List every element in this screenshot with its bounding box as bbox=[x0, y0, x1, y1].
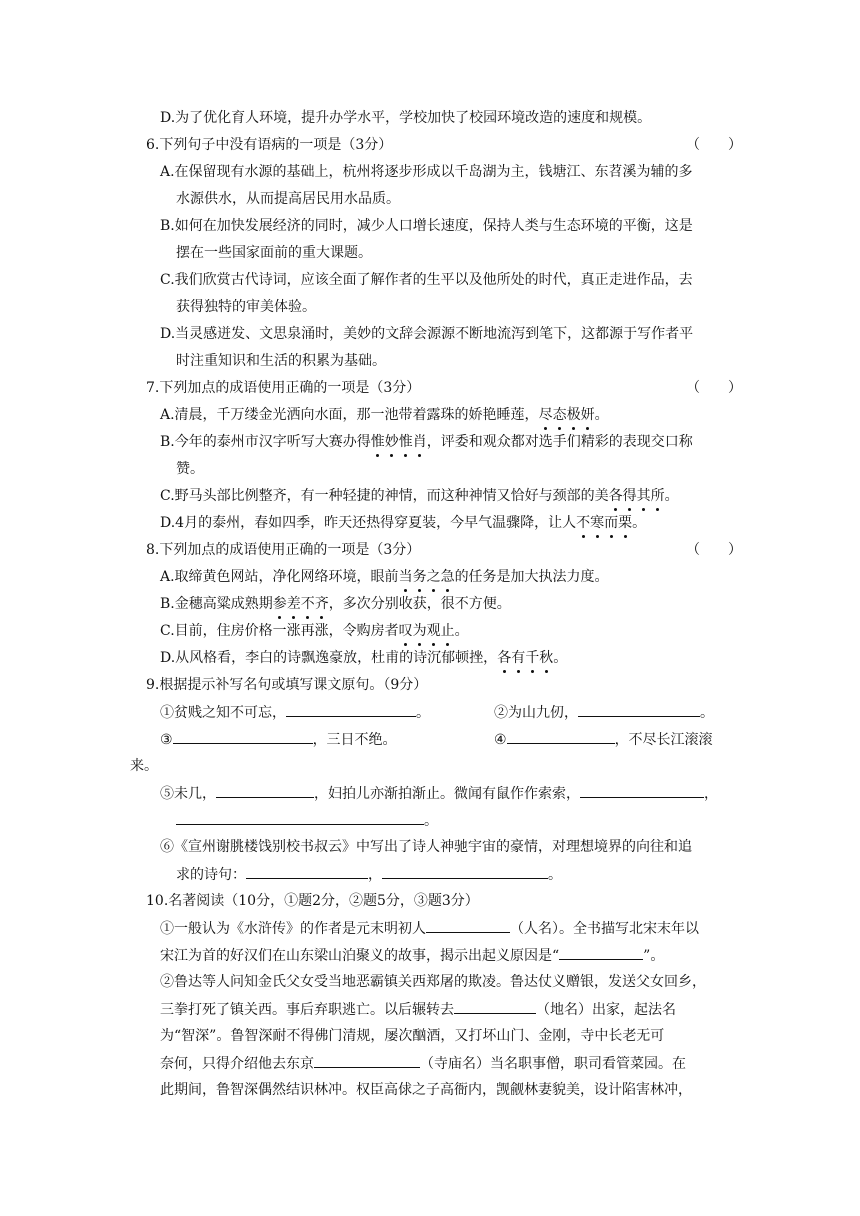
q6-stem: 6.下列句子中没有语病的一项是（3分） bbox=[146, 137, 393, 153]
q6-answer-paren: （ ） bbox=[686, 137, 742, 153]
q8-option-c bbox=[160, 621, 469, 641]
q10-1-text3: 宋江为首的好汉们在山东梁山泊聚义的故事，揭示出起义原因是“ bbox=[160, 948, 560, 964]
q9-4-num: ④ bbox=[494, 732, 507, 748]
q10-2-text2: （地名）出家，起法名 bbox=[536, 1002, 676, 1018]
q9-4-text: ，不尽长江滚滚 bbox=[614, 732, 713, 748]
emphasis-dot-char: 肖 bbox=[412, 434, 427, 450]
q10-1-text: ①一般认为《水浒传》的作者是元末明初人 bbox=[160, 921, 426, 937]
emphasis-dot-char: 妍 bbox=[580, 407, 595, 423]
q9-item-5 bbox=[160, 783, 718, 804]
q5-option-d: D.为了优化育人环境，提升办学水平，学校加快了校园环境改造的速度和规模。 bbox=[160, 110, 652, 126]
q8-option-d bbox=[160, 648, 567, 668]
emphasis-dot-char: 有 bbox=[511, 650, 526, 666]
q9-3-blank[interactable] bbox=[173, 729, 313, 744]
q7-a-idiom bbox=[539, 407, 595, 423]
emphasis-dot-char: 叹 bbox=[398, 623, 413, 639]
q6-option-a-line1: A.在保留现有水源的基础上，杭州将逐步形成以千岛湖为主，钱塘江、东苕溪为辅的多 bbox=[160, 164, 693, 180]
q7-c-end: 。 bbox=[664, 488, 679, 504]
emphasis-dot-char: 栗 bbox=[618, 515, 633, 531]
q9-6-comma: ， bbox=[368, 867, 382, 883]
q7-option-a bbox=[160, 405, 609, 425]
q9-item-5-line2 bbox=[176, 810, 438, 831]
q6-option-d-line2: 时注重知识和生活的积累为基础。 bbox=[176, 353, 386, 369]
q9-item-6-line1: ⑥《宣州谢朓楼饯别校书叔云》中写出了诗人神驰宇宙的豪情，对理想境界的向往和追 bbox=[160, 839, 692, 855]
q7-a-end: 。 bbox=[594, 407, 609, 423]
q8-c-end: 。 bbox=[454, 623, 469, 639]
q6-option-b-line1: B.如何在加快发展经济的同时，减少人口增长速度，保持人类与生态环境的平衡，这是 bbox=[160, 218, 693, 234]
emphasis-dot-char: 态 bbox=[552, 407, 567, 423]
q10-part2-line5: 此期间，鲁智深偶然结识林冲。权臣高俅之子高衙内，觊觎林妻貌美，设计陷害林冲， bbox=[160, 1082, 692, 1098]
q9-5-blank2[interactable] bbox=[580, 783, 704, 798]
q9-item-3 bbox=[160, 729, 397, 750]
q9-2-end: 。 bbox=[700, 705, 714, 721]
q10-stem: 10.名著阅读（10分，①题2分，②题5分，③题3分） bbox=[146, 893, 479, 909]
q10-part2-line4 bbox=[160, 1053, 686, 1074]
q10-part2-line1: ②鲁达等人问知金氏父女受当地恶霸镇关西郑屠的欺凌。鲁达仗义赠银，发送父女回乡， bbox=[160, 974, 706, 990]
q8-c-text: C.目前，住房价格一涨再涨，令购房者 bbox=[160, 623, 399, 639]
q6-option-a-line2: 水源供水，从而提高居民用水品质。 bbox=[176, 191, 400, 207]
emphasis-dot-char: 差 bbox=[286, 596, 301, 612]
q9-1-end: 。 bbox=[416, 705, 430, 721]
q6-option-c-line1: C.我们欣赏古代诗词，应该全面了解作者的生平以及他所处的时代，真正走进作品，去 bbox=[160, 272, 693, 288]
q9-3-text: ，三日不绝。 bbox=[312, 732, 397, 748]
q10-part2-line2 bbox=[160, 999, 676, 1020]
emphasis-dot-char: 得 bbox=[622, 488, 637, 504]
q10-2-text3: 奈何，只得介绍他去东京 bbox=[160, 1056, 314, 1072]
emphasis-dot-char: 而 bbox=[604, 515, 619, 531]
q9-item-4-cont: 来。 bbox=[130, 758, 158, 774]
q7-d-text: D.4月的泰州，春如四季，昨天还热得穿夏装，今早气温骤降，让人 bbox=[160, 515, 577, 531]
emphasis-dot-char: 秋 bbox=[539, 650, 554, 666]
q6-option-d-line1: D.当灵感迸发、文思泉涌时，美妙的文辞会源源不断地流泻到笔下，这都源于写作者平 bbox=[160, 326, 694, 342]
q7-option-b-line2: 赞。 bbox=[176, 461, 204, 477]
q9-2-text: ②为山九仞， bbox=[494, 705, 578, 721]
q9-5-blank3[interactable] bbox=[176, 810, 424, 825]
q10-2-text4: （寺庙名）当名职事僧，职司看管菜园。在 bbox=[420, 1056, 686, 1072]
q9-stem: 9.根据提示补写名句或填写课文原句。（9分） bbox=[146, 677, 428, 693]
emphasis-dot-char: 惟 bbox=[398, 434, 413, 450]
q7-c-idiom bbox=[609, 488, 665, 504]
emphasis-dot-char: 所 bbox=[650, 488, 665, 504]
q6-option-c-line2: 获得独特的审美体验。 bbox=[176, 299, 316, 315]
q9-item-4 bbox=[494, 729, 713, 750]
q10-2-blank-place[interactable] bbox=[454, 999, 536, 1014]
q7-d-end: 。 bbox=[632, 515, 647, 531]
q7-b-idiom bbox=[371, 434, 427, 450]
q8-d-end: 。 bbox=[553, 650, 568, 666]
q8-a-end: 的任务是加大执法力度。 bbox=[454, 569, 609, 585]
emphasis-dot-char: 极 bbox=[566, 407, 581, 423]
q8-c-idiom bbox=[399, 623, 455, 639]
q8-stem: 8.下列加点的成语使用正确的一项是（3分） bbox=[146, 542, 421, 558]
q9-2-blank[interactable] bbox=[578, 702, 700, 717]
emphasis-dot-char: 寒 bbox=[590, 515, 605, 531]
q7-b-text2: ，评委和观众都对选手们精彩的表现交口称 bbox=[426, 434, 693, 450]
emphasis-dot-char: 务 bbox=[412, 569, 427, 585]
q9-5-mid: ，妇拍儿亦渐拍渐止。微闻有鼠作作索索， bbox=[314, 786, 580, 802]
q10-part1-line1 bbox=[160, 918, 699, 939]
q9-5-text: ⑤未几， bbox=[160, 786, 216, 802]
q9-6-blank1[interactable] bbox=[246, 864, 368, 879]
q7-option-b-line1 bbox=[160, 432, 693, 452]
q9-5-comma: ， bbox=[704, 786, 718, 802]
q9-item-2 bbox=[494, 702, 714, 723]
q8-option-b bbox=[160, 594, 511, 614]
emphasis-dot-char: 为 bbox=[412, 623, 427, 639]
q8-b-text: B.金穗高粱成熟期 bbox=[160, 596, 273, 612]
q9-6-text: 求的诗句： bbox=[176, 867, 246, 883]
q8-option-a bbox=[160, 567, 609, 587]
q7-b-text: B.今年的泰州市汉字听写大赛办得 bbox=[160, 434, 371, 450]
q10-2-blank-temple[interactable] bbox=[314, 1053, 420, 1068]
emphasis-dot-char: 齐 bbox=[314, 596, 329, 612]
q10-1-text2: （人名）。全书描写北宋末年以 bbox=[510, 921, 699, 937]
q7-stem: 7.下列加点的成语使用正确的一项是（3分） bbox=[146, 380, 421, 396]
emphasis-dot-char: 尽 bbox=[538, 407, 553, 423]
q9-5-blank1[interactable] bbox=[216, 783, 314, 798]
q9-item-1 bbox=[160, 702, 430, 723]
q10-2-text: 三拳打死了镇关西。事后弃职逃亡。以后辗转去 bbox=[160, 1002, 454, 1018]
q7-d-idiom bbox=[576, 515, 632, 531]
q9-6-blank2[interactable] bbox=[382, 864, 548, 879]
q9-item-6-line2 bbox=[176, 864, 562, 885]
q9-1-blank[interactable] bbox=[286, 702, 416, 717]
q8-d-idiom bbox=[497, 650, 553, 666]
q9-1-text: ①贫贱之知不可忘， bbox=[160, 705, 286, 721]
q7-option-d bbox=[160, 513, 646, 533]
q9-5-end: 。 bbox=[424, 813, 438, 829]
q10-part2-line3: 为“智深”。鲁智深耐不得佛门清规，屡次酗酒，又打坏山门、金刚，寺中长老无可 bbox=[160, 1028, 665, 1044]
q10-1-blank-author[interactable] bbox=[426, 918, 510, 933]
emphasis-dot-char: 之 bbox=[426, 569, 441, 585]
emphasis-dot-char: 各 bbox=[497, 650, 512, 666]
emphasis-dot-char: 千 bbox=[525, 650, 540, 666]
q7-c-text: C.野马头部比例整齐，有一种轻捷的神情，而这种神情又恰好与颈部的美 bbox=[160, 488, 609, 504]
emphasis-dot-char: 惟 bbox=[370, 434, 385, 450]
emphasis-dot-char: 急 bbox=[440, 569, 455, 585]
q8-b-end: ，多次分别收获，很不方便。 bbox=[328, 596, 511, 612]
q9-3-num: ③ bbox=[160, 732, 173, 748]
emphasis-dot-char: 止 bbox=[440, 623, 455, 639]
q10-1-end: ”。 bbox=[643, 948, 665, 964]
q8-a-idiom bbox=[399, 569, 455, 585]
q8-a-text: A.取缔黄色网站，净化网络环境，眼前 bbox=[160, 569, 399, 585]
emphasis-dot-char: 其 bbox=[636, 488, 651, 504]
emphasis-dot-char: 不 bbox=[300, 596, 315, 612]
q7-option-c bbox=[160, 486, 679, 506]
q8-d-text: D.从风格看，李白的诗飘逸豪放，杜甫的诗沉郁顿挫， bbox=[160, 650, 498, 666]
q7-answer-paren: （ ） bbox=[686, 380, 742, 396]
q9-6-end: 。 bbox=[548, 867, 562, 883]
emphasis-dot-char: 妙 bbox=[384, 434, 399, 450]
emphasis-dot-char: 参 bbox=[272, 596, 287, 612]
q8-answer-paren: （ ） bbox=[686, 542, 742, 558]
q10-1-blank-reason[interactable] bbox=[559, 945, 643, 960]
q9-4-blank[interactable] bbox=[507, 729, 615, 744]
emphasis-dot-char: 各 bbox=[608, 488, 623, 504]
emphasis-dot-char: 当 bbox=[398, 569, 413, 585]
q8-b-idiom bbox=[273, 596, 329, 612]
emphasis-dot-char: 观 bbox=[426, 623, 441, 639]
q6-option-b-line2: 摆在一些国家面前的重大课题。 bbox=[176, 245, 372, 261]
q10-part1-line2 bbox=[160, 945, 664, 966]
emphasis-dot-char: 不 bbox=[576, 515, 591, 531]
q7-a-text: A.清晨，千万缕金光洒向水面，那一池带着露珠的娇艳睡莲， bbox=[160, 407, 539, 423]
